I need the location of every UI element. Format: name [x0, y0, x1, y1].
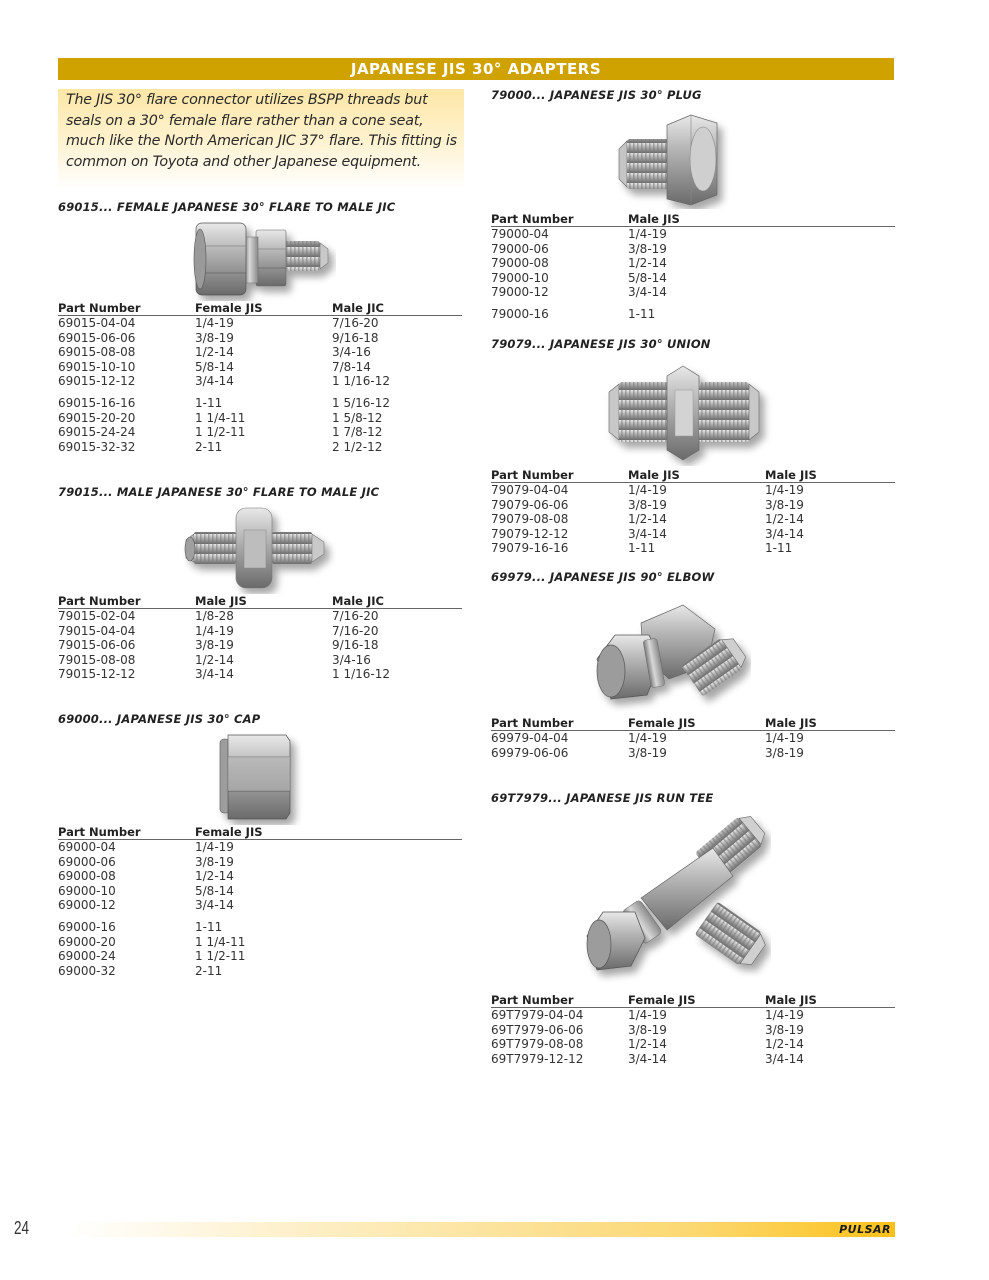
female-jis: 3/8-19 [195, 330, 234, 345]
table-row [491, 512, 895, 527]
table-row [58, 389, 462, 411]
female-jis: 1/4-19 [628, 731, 667, 745]
section-79079 [491, 336, 895, 556]
section-69979 [491, 569, 895, 760]
male-jic: 1 5/16-12 [332, 395, 390, 410]
female-jis: 3/4-14 [195, 374, 234, 389]
part-number: 79079-04-04 [491, 483, 569, 497]
part-number: 69000-08 [58, 869, 116, 884]
part-number: 69000-32 [58, 963, 116, 978]
section-69015 [58, 199, 462, 454]
column-header: Part Number [58, 825, 195, 840]
table-row [491, 285, 895, 300]
part-number: 69015-10-10 [58, 359, 136, 374]
table-row [58, 638, 462, 653]
section-69000 [58, 711, 462, 978]
part-number: 69979-04-04 [491, 731, 569, 745]
part-number: 79000-12 [491, 285, 549, 300]
section-title: 69979... JAPANESE JIS 90° ELBOW [491, 570, 715, 584]
part-number: 69015-20-20 [58, 410, 136, 425]
table-row [491, 1052, 895, 1067]
section-79000 [491, 87, 895, 322]
female-jis: 5/8-14 [195, 883, 234, 898]
male-jic: 7/8-14 [332, 359, 371, 374]
column-header: Part Number [491, 212, 628, 227]
column-header: Male JIS [765, 716, 895, 731]
part-table-69979 [491, 716, 895, 760]
female-jis: 1/4-19 [628, 1008, 667, 1022]
table-row [58, 411, 462, 426]
column-header [765, 212, 895, 227]
table-row [491, 242, 895, 257]
part-number: 69015-08-08 [58, 345, 136, 360]
table-row [58, 653, 462, 668]
female-jis: 1-11 [195, 395, 223, 410]
female-jis: 3/8-19 [195, 854, 234, 869]
column-header: Female JIS [628, 993, 765, 1008]
table-row [491, 271, 895, 286]
male-jic: 7/16-20 [332, 316, 379, 330]
female-jis-to-male-jic-adapter-image [186, 217, 336, 301]
table-row [58, 913, 462, 935]
table-row [58, 316, 462, 331]
male-jis: 1/2-14 [628, 256, 667, 271]
section-title: 79015... MALE JAPANESE 30° FLARE TO MALE JIC [58, 485, 380, 499]
part-number: 79000-04 [491, 227, 549, 241]
part-number: 69000-10 [58, 883, 116, 898]
part-number: 69015-24-24 [58, 425, 136, 440]
column-header: Part Number [491, 716, 628, 731]
table-row [58, 855, 462, 870]
table-row [58, 374, 462, 389]
female-jis: 1/4-19 [195, 840, 234, 854]
male-jis: 1-11 [628, 306, 656, 321]
male-jis: 3/4-14 [765, 1051, 804, 1066]
table-row [58, 935, 462, 950]
part-number: 69000-20 [58, 934, 116, 949]
part-number: 69T7979-12-12 [491, 1051, 584, 1066]
table-row [491, 498, 895, 513]
female-jis: 1 1/2-11 [195, 425, 246, 440]
female-jis: 1 1/2-11 [195, 949, 246, 964]
male-jis: 1/4-19 [765, 1008, 804, 1022]
female-jis: 1 1/4-11 [195, 410, 246, 425]
column-header: Male JIS [765, 993, 895, 1008]
jis-union-image [605, 360, 775, 466]
female-jis: 3/4-14 [195, 898, 234, 913]
male-jis: 1/2-14 [628, 512, 667, 527]
female-jis: 3/8-19 [628, 745, 667, 760]
table-row [58, 609, 462, 624]
table-row [491, 227, 895, 242]
female-jis: 1/4-19 [195, 316, 234, 330]
male-jic: 3/4-16 [332, 345, 371, 360]
male-jis: 3/4-14 [628, 526, 667, 541]
male-jis: 5/8-14 [628, 270, 667, 285]
male-jic: 1 1/16-12 [332, 667, 390, 682]
female-jis: 1/2-14 [195, 345, 234, 360]
table-row [491, 300, 895, 322]
part-number: 79079-06-06 [491, 497, 569, 512]
part-number: 69000-06 [58, 854, 116, 869]
column-header: Male JIC [332, 301, 462, 316]
part-number: 69015-16-16 [58, 395, 136, 410]
female-jis: 1-11 [195, 919, 223, 934]
male-jis: 3/4-14 [628, 285, 667, 300]
jis-90-elbow-image [591, 595, 751, 715]
column-header: Male JIC [332, 594, 462, 609]
female-jis: 1 1/4-11 [195, 934, 246, 949]
male-jic: 7/16-20 [332, 609, 379, 623]
part-number: 69015-04-04 [58, 316, 136, 330]
part-number: 69000-24 [58, 949, 116, 964]
table-row [58, 425, 462, 440]
part-number: 69T7979-08-08 [491, 1037, 584, 1052]
part-number: 79015-12-12 [58, 667, 136, 682]
section-title: 69T7979... JAPANESE JIS RUN TEE [491, 791, 714, 805]
column-header: Male JIS [628, 212, 765, 227]
part-number: 69979-06-06 [491, 745, 569, 760]
jis-plug-image [613, 113, 733, 209]
table-row [491, 527, 895, 542]
male-jis: 1/2-14 [765, 1037, 804, 1052]
male-jic: 9/16-18 [332, 330, 379, 345]
male-jic: 1 7/8-12 [332, 425, 383, 440]
female-jis: 3/4-14 [628, 1051, 667, 1066]
male-jic: 9/16-18 [332, 638, 379, 653]
column-header: Part Number [491, 993, 628, 1008]
table-row [491, 1023, 895, 1038]
table-row [491, 256, 895, 271]
table-row [58, 949, 462, 964]
part-number: 79000-10 [491, 270, 549, 285]
male-jis: 3/8-19 [765, 745, 804, 760]
column-header: Part Number [491, 468, 628, 483]
part-number: 79000-16 [491, 306, 549, 321]
part-table-69015 [58, 301, 462, 454]
part-table-79079 [491, 468, 895, 556]
column-header: Male JIS [195, 594, 332, 609]
part-number: 69000-16 [58, 919, 116, 934]
table-row [58, 360, 462, 375]
male-jic: 1 5/8-12 [332, 410, 383, 425]
column-header: Female JIS [195, 301, 332, 316]
male-jis: 1/4-19 [628, 483, 667, 497]
section-title: 79000... JAPANESE JIS 30° PLUG [491, 88, 702, 102]
intro-paragraph: The JIS 30° flare connector utilizes BSPP threads but seals on a 30° female flare rather than a cone seat, much like the North American JIC 37° flare. This fitting is common on Toyota and other Japanese equipment. [58, 89, 464, 189]
male-jic: 3/4-16 [332, 652, 371, 667]
female-jis: 5/8-14 [195, 359, 234, 374]
table-row [491, 1008, 895, 1023]
male-jis: 1/4-19 [765, 483, 804, 497]
table-row [58, 869, 462, 884]
part-number: 69000-04 [58, 840, 116, 854]
part-number: 69015-06-06 [58, 330, 136, 345]
table-row [491, 1037, 895, 1052]
male-jis: 1-11 [628, 541, 656, 556]
part-number: 79015-02-04 [58, 609, 136, 623]
table-row [58, 331, 462, 346]
female-jis: 2-11 [195, 963, 223, 978]
table-row [491, 746, 895, 761]
part-number: 69T7979-04-04 [491, 1008, 584, 1022]
page-title-bar: JAPANESE JIS 30° ADAPTERS [58, 58, 894, 80]
table-row [491, 541, 895, 556]
column-header [332, 825, 462, 840]
table-row [58, 884, 462, 899]
male-jis: 3/8-19 [628, 241, 667, 256]
jis-run-tee-image [581, 806, 771, 992]
table-row [58, 898, 462, 913]
part-number: 69000-12 [58, 898, 116, 913]
column-header: Part Number [58, 594, 195, 609]
part-number: 79000-06 [491, 241, 549, 256]
part-table-69000 [58, 825, 462, 978]
male-jic: 2 1/2-12 [332, 439, 383, 454]
table-row [58, 667, 462, 682]
part-number: 69015-32-32 [58, 439, 136, 454]
part-number: 79015-04-04 [58, 623, 136, 638]
column-header: Male JIS [765, 468, 895, 483]
section-title: 79079... JAPANESE JIS 30° UNION [491, 337, 711, 351]
table-row [491, 731, 895, 746]
table-row [58, 440, 462, 455]
male-jic: 7/16-20 [332, 623, 379, 638]
male-jis-to-male-jic-adapter-image [180, 504, 340, 594]
male-jis: 3/8-19 [195, 638, 234, 653]
column-header: Part Number [58, 301, 195, 316]
male-jis: 1/4-19 [195, 623, 234, 638]
male-jic: 1 1/16-12 [332, 374, 390, 389]
male-jis: 1/2-14 [765, 512, 804, 527]
table-row [58, 840, 462, 855]
table-row [491, 483, 895, 498]
male-jis: 3/8-19 [628, 497, 667, 512]
female-jis: 2-11 [195, 439, 223, 454]
female-jis: 1/2-14 [195, 869, 234, 884]
section-title: 69015... FEMALE JAPANESE 30° FLARE TO MALE JIC [58, 200, 396, 214]
part-number: 79079-16-16 [491, 541, 569, 556]
table-row [58, 964, 462, 979]
part-number: 69T7979-06-06 [491, 1022, 584, 1037]
column-header: Female JIS [628, 716, 765, 731]
male-jis: 3/4-14 [765, 526, 804, 541]
section-79015 [58, 484, 462, 682]
part-number: 79079-08-08 [491, 512, 569, 527]
part-number: 79079-12-12 [491, 526, 569, 541]
male-jis: 1-11 [765, 541, 793, 556]
male-jis: 1/2-14 [195, 652, 234, 667]
section-title: 69000... JAPANESE JIS 30° CAP [58, 712, 261, 726]
table-row [58, 624, 462, 639]
part-number: 79000-08 [491, 256, 549, 271]
part-table-79015 [58, 594, 462, 682]
male-jis: 1/4-19 [628, 227, 667, 241]
footer-bar [70, 1222, 895, 1237]
male-jis: 3/4-14 [195, 667, 234, 682]
part-number: 79015-08-08 [58, 652, 136, 667]
part-number: 79015-06-06 [58, 638, 136, 653]
female-jis: 3/8-19 [628, 1022, 667, 1037]
male-jis: 1/8-28 [195, 609, 234, 623]
table-row [58, 345, 462, 360]
brand-logo: PULSAR [839, 1223, 891, 1236]
part-table-79000 [491, 212, 895, 322]
page-number: 24 [14, 1218, 30, 1238]
part-number: 69015-12-12 [58, 374, 136, 389]
male-jis: 3/8-19 [765, 497, 804, 512]
female-jis: 1/2-14 [628, 1037, 667, 1052]
part-table-69T7979 [491, 993, 895, 1066]
section-69T7979 [491, 790, 895, 1066]
jis-cap-image [214, 729, 304, 825]
column-header: Female JIS [195, 825, 332, 840]
column-header: Male JIS [628, 468, 765, 483]
male-jis: 1/4-19 [765, 731, 804, 745]
male-jis: 3/8-19 [765, 1022, 804, 1037]
